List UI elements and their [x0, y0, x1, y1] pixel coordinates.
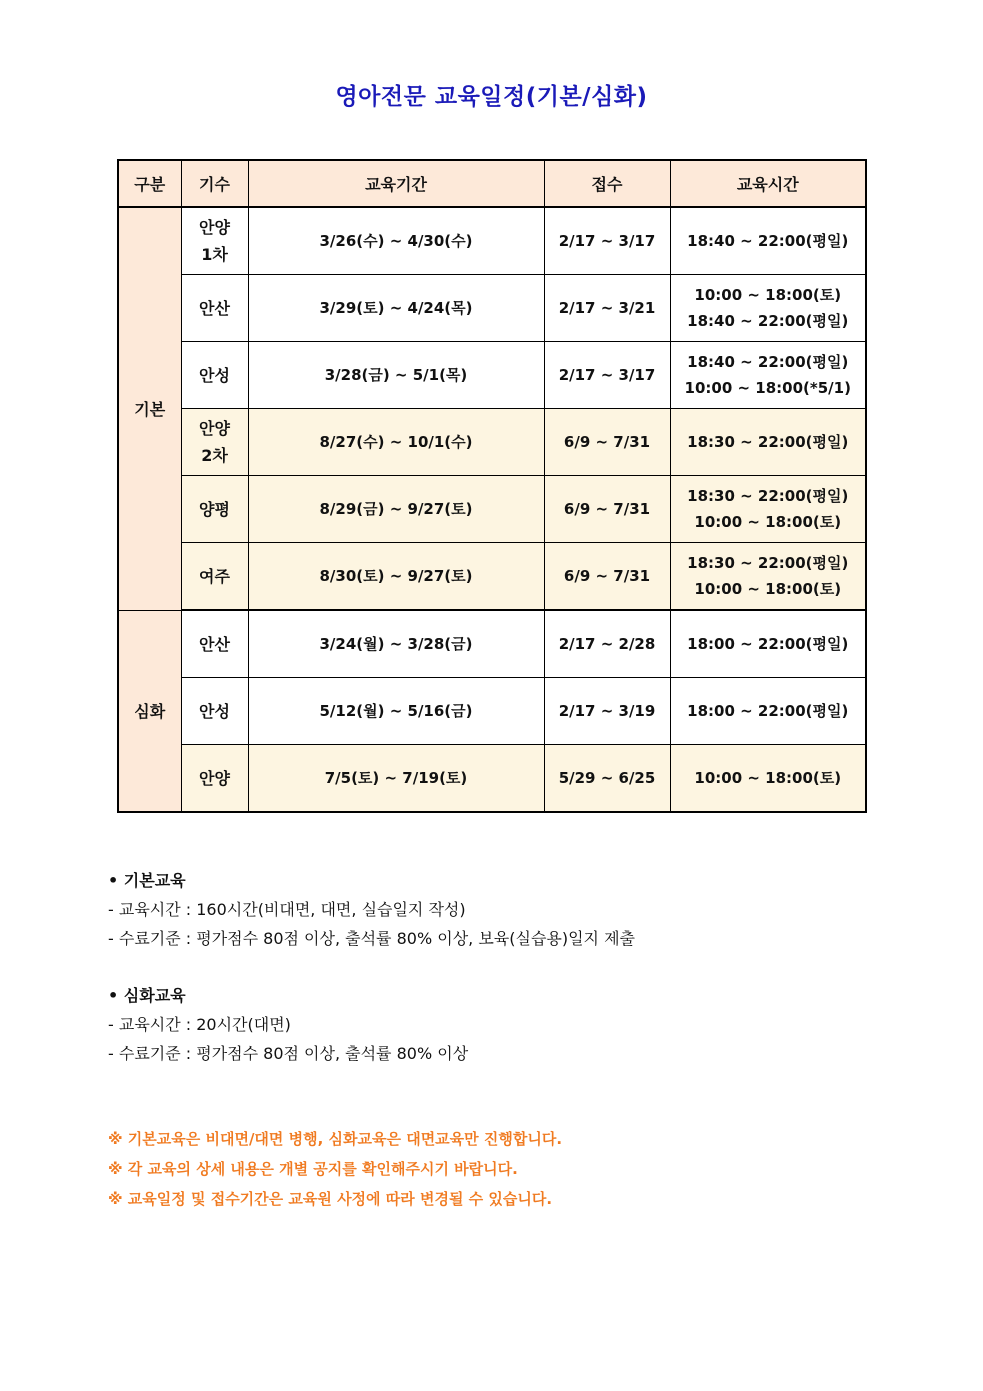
time-cell: 18:30 ~ 22:00(평일) [670, 409, 866, 476]
table-row [118, 678, 866, 745]
advanced-education-heading: • 심화교육 [108, 986, 186, 1005]
table-row [118, 476, 866, 543]
period-cell: 8/29(금) ~ 9/27(토) [248, 476, 544, 543]
table-row [118, 409, 866, 476]
site-cell: 안성 [181, 678, 248, 745]
page-title: 영아전문 교육일정(기본/심화) [335, 84, 648, 110]
period-cell: 5/12(월) ~ 5/16(금) [248, 678, 544, 745]
education-notes [108, 866, 888, 1068]
time-cell: 18:30 ~ 22:00(평일) 10:00 ~ 18:00(토) [670, 543, 866, 611]
warning-line: ※ 교육일정 및 접수기간은 교육원 사정에 따라 변경될 수 있습니다. [108, 1190, 553, 1208]
time-cell: 18:00 ~ 22:00(평일) [670, 678, 866, 745]
reception-cell: 2/17 ~ 2/28 [544, 610, 670, 678]
table-row [118, 543, 866, 611]
period-cell: 7/5(토) ~ 7/19(토) [248, 745, 544, 813]
table-row [118, 342, 866, 409]
time-cell: 10:00 ~ 18:00(토) [670, 745, 866, 813]
time-cell: 18:40 ~ 22:00(평일) 10:00 ~ 18:00(*5/1) [670, 342, 866, 409]
table-header-row [118, 160, 866, 207]
group-label-advanced: 심화 [118, 610, 181, 812]
table-row [118, 275, 866, 342]
reception-cell: 6/9 ~ 7/31 [544, 543, 670, 611]
reception-cell: 6/9 ~ 7/31 [544, 476, 670, 543]
group-label-basic: 기본 [118, 207, 181, 610]
header-session: 기수 [181, 160, 248, 207]
table-row [118, 207, 866, 275]
warning-line: ※ 각 교육의 상세 내용은 개별 공지를 확인해주시기 바랍니다. [108, 1160, 518, 1178]
period-cell: 3/29(토) ~ 4/24(목) [248, 275, 544, 342]
basic-education-heading: • 기본교육 [108, 871, 186, 890]
table-row [118, 610, 866, 678]
time-cell: 10:00 ~ 18:00(토) 18:40 ~ 22:00(평일) [670, 275, 866, 342]
header-category: 구분 [118, 160, 181, 207]
schedule-table [117, 159, 867, 813]
site-cell: 여주 [181, 543, 248, 611]
site-cell: 안양 2차 [181, 409, 248, 476]
warning-notes [108, 1124, 888, 1214]
site-cell: 양평 [181, 476, 248, 543]
reception-cell: 2/17 ~ 3/21 [544, 275, 670, 342]
warning-line: ※ 기본교육은 비대면/대면 병행, 심화교육은 대면교육만 진행합니다. [108, 1130, 563, 1148]
site-cell: 안산 [181, 610, 248, 678]
reception-cell: 2/17 ~ 3/17 [544, 207, 670, 275]
time-cell: 18:40 ~ 22:00(평일) [670, 207, 866, 275]
period-cell: 8/30(토) ~ 9/27(토) [248, 543, 544, 611]
header-reception: 접수 [544, 160, 670, 207]
time-cell: 18:30 ~ 22:00(평일) 10:00 ~ 18:00(토) [670, 476, 866, 543]
site-cell: 안양 [181, 745, 248, 813]
reception-cell: 2/17 ~ 3/17 [544, 342, 670, 409]
reception-cell: 6/9 ~ 7/31 [544, 409, 670, 476]
period-cell: 3/24(월) ~ 3/28(금) [248, 610, 544, 678]
reception-cell: 5/29 ~ 6/25 [544, 745, 670, 813]
period-cell: 8/27(수) ~ 10/1(수) [248, 409, 544, 476]
site-cell: 안성 [181, 342, 248, 409]
advanced-education-hours: - 교육시간 : 20시간(대면) [108, 1015, 291, 1034]
basic-education-hours: - 교육시간 : 160시간(비대면, 대면, 실습일지 작성) [108, 900, 466, 919]
basic-education-criteria: - 수료기준 : 평가점수 80점 이상, 출석률 80% 이상, 보육(실습용)일지 제출 [108, 929, 636, 948]
table-row [118, 745, 866, 813]
period-cell: 3/26(수) ~ 4/30(수) [248, 207, 544, 275]
header-period: 교육기간 [248, 160, 544, 207]
time-cell: 18:00 ~ 22:00(평일) [670, 610, 866, 678]
reception-cell: 2/17 ~ 3/19 [544, 678, 670, 745]
header-time: 교육시간 [670, 160, 866, 207]
site-cell: 안양 1차 [181, 207, 248, 275]
advanced-education-criteria: - 수료기준 : 평가점수 80점 이상, 출석률 80% 이상 [108, 1044, 469, 1063]
site-cell: 안산 [181, 275, 248, 342]
period-cell: 3/28(금) ~ 5/1(목) [248, 342, 544, 409]
